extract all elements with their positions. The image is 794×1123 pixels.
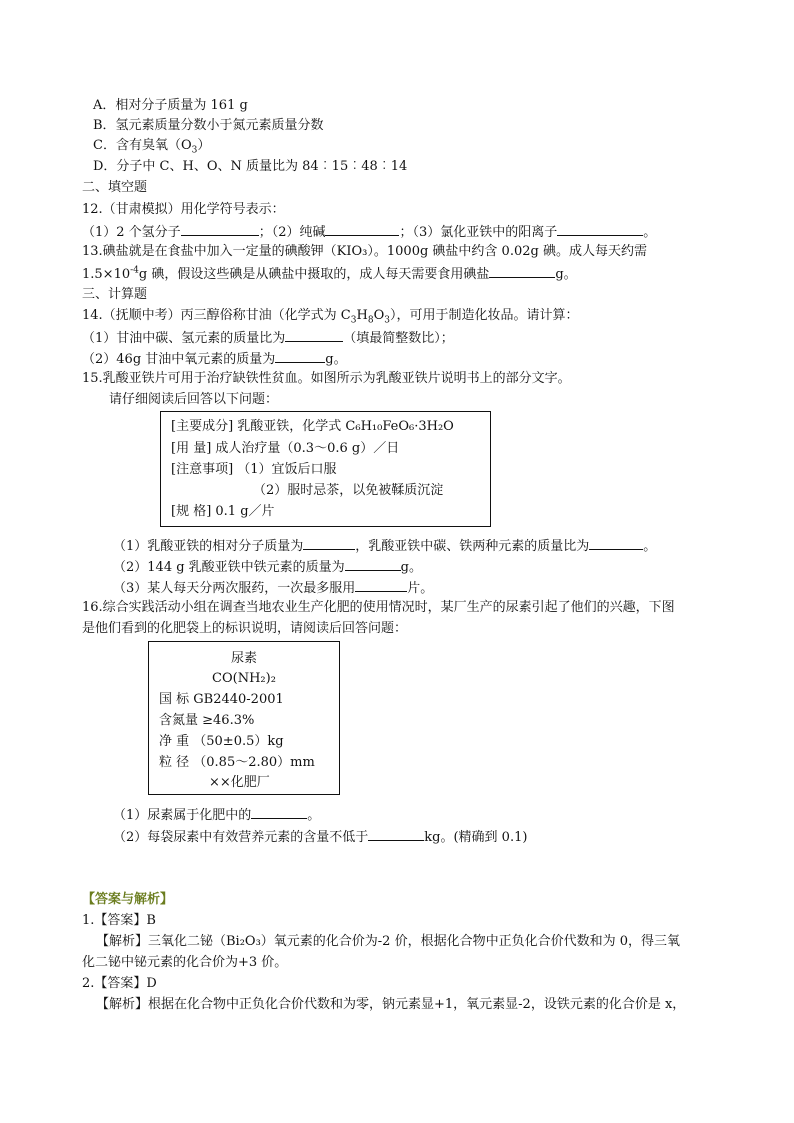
- option-c-end: ）: [197, 138, 211, 153]
- q13-text: g 碘，假设这些碘是从碘盐中摄取的，成人每天需要食用碘盐: [138, 267, 490, 282]
- q14-part-1: [82, 328, 454, 348]
- q15-instruction: 请仔细阅读后回答以下问题：: [109, 392, 279, 407]
- section-fill-in-heading: 二、填空题: [82, 180, 148, 195]
- answer-2: 2.【答案】D: [82, 976, 157, 991]
- q16-part-2: [113, 827, 527, 847]
- q15-p3-b: 片。: [407, 581, 434, 596]
- answer-1: 1.【答案】B: [82, 913, 156, 928]
- q15-p2-b: g。: [400, 560, 422, 575]
- q14-sub-o: 3: [384, 315, 390, 326]
- section-calc-heading: 三、计算题: [82, 287, 148, 302]
- q16-blank-1[interactable]: [251, 805, 307, 819]
- option-c: [93, 137, 210, 155]
- q16-label-title: 尿素: [230, 651, 257, 666]
- q16-label-formula: CO(NH₂)₂: [212, 671, 276, 686]
- q15-box-notes: [注意事项] （1）宜饭后口服: [171, 462, 337, 477]
- q12-p2: ；（2）纯碱: [258, 225, 326, 240]
- q16-label-standard: 国 标 GB2440-2001: [159, 692, 284, 707]
- q15-p3-a: （3）某人每天分两次服药，一次最多服用: [113, 581, 356, 596]
- option-d: D．分子中 C、H、O、N 质量比为 84︰15︰48︰14: [93, 159, 408, 174]
- q15-p1-a: （1）乳酸亚铁的相对分子质量为: [113, 539, 304, 554]
- q14-p2-text: （2）46g 甘油中氧元素的质量为: [82, 352, 276, 367]
- q14-stem-b: ），可用于制造化妆品。请计算：: [389, 308, 579, 323]
- q16-fertilizer-label: [148, 641, 340, 795]
- q13-blank[interactable]: [489, 264, 555, 278]
- q15-blank-1[interactable]: [303, 536, 355, 550]
- q15-p1-b: ，乳酸亚铁中碳、铁两种元素的质量比为: [355, 539, 590, 554]
- q14-p2-end: g。: [325, 352, 347, 367]
- q15-label-box: [160, 411, 491, 527]
- q12-end: 。: [643, 225, 657, 240]
- q15-blank-4[interactable]: [355, 578, 407, 592]
- q14-blank-1[interactable]: [285, 328, 343, 342]
- q12-p1: （1）2 个氢分子: [82, 225, 181, 240]
- q16-label-net-weight: 净 重 （50±0.5）kg: [159, 734, 284, 749]
- q12-parts: [82, 222, 656, 242]
- q14-sub-c: 3: [350, 315, 357, 326]
- q13-unit: g。: [555, 267, 577, 282]
- q12-p3: ；（3）氯化亚铁中的阳离子: [399, 225, 558, 240]
- q16-label-factory: ××化肥厂: [209, 775, 270, 790]
- option-b: B．氢元素质量分数小于氮元素质量分数: [93, 118, 324, 133]
- q12-blank-2[interactable]: [325, 222, 399, 236]
- q16-blank-2[interactable]: [368, 827, 424, 841]
- q13-exponent: -4: [130, 265, 139, 276]
- q16-p1-b: 。: [307, 808, 321, 823]
- q15-p2-a: （2）144 g 乳酸亚铁中铁元素的质量为: [113, 560, 345, 575]
- answer-1-explanation-1: 【解析】三氧化二铋（Bi₂O₃）氧元素的化合价为-2 价，根据化合物中正负化合价代数和为 0，得三氧: [96, 934, 680, 949]
- q12-blank-3[interactable]: [557, 222, 643, 236]
- answer-1-explanation-2: 化二铋中铋元素的化合价为+3 价。: [82, 955, 288, 970]
- q15-p1-c: 。: [643, 539, 657, 554]
- q13-number: 1.5×10: [82, 267, 131, 282]
- q16-p1-a: （1）尿素属于化肥中的: [113, 808, 252, 823]
- q16-p2-a: （2）每袋尿素中有效营养元素的含量不低于: [113, 830, 369, 845]
- q12-blank-1[interactable]: [181, 222, 259, 236]
- q16-label-nitrogen: 含氮量 ≥46.3%: [159, 713, 255, 728]
- q13-line-1: 13.碘盐就是在食盐中加入一定量的碘酸钾（KIO₃）。1000g 碘盐中约含 0.02g 碘。成人每天约需: [82, 244, 647, 259]
- answer-2-explanation-1: 【解析】根据在化合物中正负化合价代数和为零，钠元素显+1，氧元素显-2，设铁元素的化合价是 x，: [96, 997, 686, 1012]
- q15-blank-2[interactable]: [589, 536, 643, 550]
- q15-box-dosage: [用 量] 成人治疗量（0.3～0.6 g）／日: [171, 441, 400, 456]
- q15-blank-3[interactable]: [345, 557, 401, 571]
- q16-line-2: 是他们看到的化肥袋上的标识说明，请阅读后回答问题：: [82, 621, 408, 636]
- q14-sub-h: 8: [367, 315, 374, 326]
- q15-box-notes-2: （2）服时忌茶，以免被鞣质沉淀: [253, 483, 444, 498]
- q15-box-main-ingredient: [主要成分] 乳酸亚铁，化学式 C₆H₁₀FeO₆·3H₂O: [171, 419, 454, 434]
- q14-h: H: [356, 308, 368, 323]
- q14-blank-2[interactable]: [275, 349, 325, 363]
- q14-p1-text: （1）甘油中碳、氢元素的质量比为: [82, 331, 286, 346]
- q15-part-2: [113, 557, 422, 577]
- q16-p2-b: kg。(精确到 0.1): [424, 830, 528, 845]
- option-c-text: C．含有臭氧（O: [93, 138, 192, 153]
- q15-part-3: [113, 578, 433, 598]
- option-c-sub: 3: [191, 145, 198, 156]
- q16-line-1: 16.综合实践活动小组在调查当地农业生产化肥的使用情况时，某厂生产的尿素引起了他们的兴趣，下图: [82, 600, 675, 615]
- option-a: A．相对分子质量为 161 g: [93, 98, 248, 113]
- q15-box-spec: [规 格] 0.1 g／片: [171, 504, 275, 519]
- q14-stem: [82, 307, 579, 325]
- q12-stem: 12.（甘肃模拟）用化学符号表示：: [82, 202, 285, 217]
- q14-stem-a: 14.（抚顺中考）丙三醇俗称甘油（化学式为 C: [82, 308, 351, 323]
- answers-heading: 【答案与解析】: [82, 892, 174, 907]
- q13-line-2: [82, 264, 577, 284]
- q14-o: O: [373, 308, 385, 323]
- q16-part-1: [113, 805, 320, 825]
- q15-part-1: [113, 536, 656, 556]
- q15-stem: 15.乳酸亚铁片可用于治疗缺铁性贫血。如图所示为乳酸亚铁片说明书上的部分文字。: [82, 371, 571, 386]
- q14-part-2: [82, 349, 347, 369]
- q14-p1-end: （填最简整数比）；: [343, 331, 454, 346]
- q16-label-grain-size: 粒 径 （0.85～2.80）mm: [159, 755, 315, 770]
